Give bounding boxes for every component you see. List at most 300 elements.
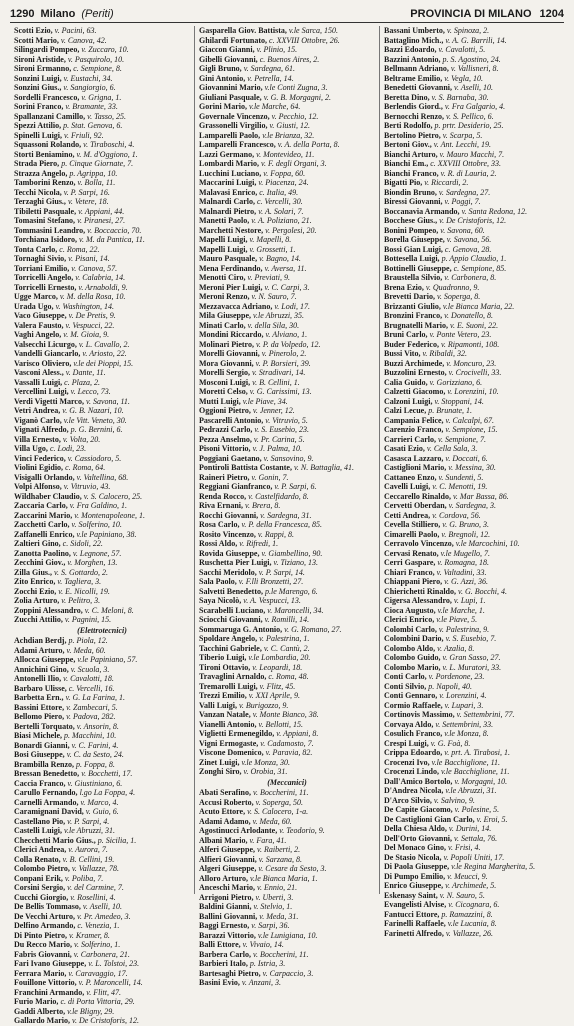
directory-entry: [199, 178, 375, 188]
entry-address: v. Guio, 6.: [85, 807, 119, 816]
entry-name: Tiberio Luigi,: [199, 653, 247, 662]
directory-entry: [14, 893, 190, 903]
entry-name: Vasconi Aless.,: [14, 368, 64, 377]
entry-name: Clerici Andrea,: [14, 845, 67, 854]
directory-entry: [384, 492, 560, 502]
directory-entry: [384, 910, 560, 920]
entry-address: v. Eroi, 5.: [476, 814, 508, 824]
entry-address: v. Cordova, 56.: [432, 510, 481, 520]
directory-entry: [14, 245, 190, 255]
entry-name: Pezza Anselmo,: [199, 434, 252, 444]
entry-name: Violini Egidio,: [14, 463, 64, 472]
entry-address: v. A. Solari, 7.: [258, 206, 304, 216]
entry-address: v. Lupi, 1.: [453, 596, 486, 605]
entry-address: p. G. Bernini, 6.: [70, 425, 123, 434]
directory-entry: [384, 720, 560, 730]
directory-entry: [384, 74, 560, 84]
directory-entry: [384, 235, 560, 245]
entry-address: v. Cavalotti, 18.: [63, 674, 114, 683]
entry-name: Mapelli Luigi,: [199, 244, 248, 254]
entry-address: v. Sardegna, 3.: [448, 501, 496, 510]
entry-address: p. Cinque Giornate, 7.: [61, 159, 134, 168]
entry-name: Mutti Luigi,: [199, 396, 241, 406]
directory-entry: [384, 625, 560, 635]
entry-name: Mauro Pasquale,: [199, 254, 258, 263]
directory-entry: [199, 159, 375, 169]
entry-address: v. Flitt, 47.: [86, 987, 121, 997]
directory-entry: [384, 558, 560, 568]
entry-name: Bianchi Em.,: [384, 159, 429, 168]
directory-entry: [199, 720, 375, 730]
entry-address: v. Cadamosto, 7.: [260, 738, 314, 748]
entry-name: Colombi Carlo,: [384, 624, 437, 634]
entry-name: Ferrara Mario,: [14, 968, 67, 978]
entry-name: Storti Beniamino,: [14, 149, 75, 159]
entry-name: Gallardo Mario,: [14, 1016, 70, 1025]
directory-entry: [199, 150, 375, 160]
entry-address: v. A. G. Barrili, 14.: [445, 35, 507, 45]
directory-entry: [14, 587, 190, 597]
entry-address: v. Messina, 30.: [448, 463, 496, 472]
entry-name: Tamborini Renzo,: [14, 178, 76, 187]
entry-name: Maccarini Luigi,: [199, 178, 257, 187]
entry-name: Sacchi Meridolo,: [199, 567, 257, 577]
entry-name: Colombo Guido,: [384, 653, 441, 662]
entry-name: Oggioni Pietro,: [199, 406, 251, 415]
directory-entry: [199, 874, 375, 884]
entry-address: v. G. Azzi, 36.: [444, 577, 489, 586]
entry-address: v. M. da Pantica, 11.: [78, 235, 145, 244]
entry-address: v. G. Romano, 27.: [284, 624, 342, 634]
entry-name: Chierichetti Rinaldo,: [384, 586, 456, 596]
entry-name: Achdian Berdj,: [14, 636, 67, 645]
entry-address: v. Sarpi, 36.: [251, 921, 290, 930]
directory-entry: [14, 378, 190, 388]
entry-name: Eskenasy Saint,: [384, 890, 438, 900]
directory-entry: [384, 729, 560, 739]
directory-entry: [199, 93, 375, 103]
entry-name: Farinelli Raffaele,: [384, 919, 446, 928]
entry-name: Boccanavia Armando,: [384, 206, 460, 216]
entry-name: Bernocchi Renzo,: [384, 111, 444, 121]
entry-address: v. Archimede, 5.: [445, 881, 497, 890]
directory-entry: [14, 883, 190, 893]
entry-address: v. Cella Sala, 3.: [426, 444, 478, 453]
directory-entry: [384, 881, 560, 891]
directory-entry: [14, 817, 190, 827]
directory-entry: [384, 93, 560, 103]
entry-name: Alfieri Giovanni,: [199, 854, 257, 864]
entry-address: v. Tasso, 25.: [87, 111, 127, 121]
entry-name: Salvetti Benedetto,: [199, 586, 263, 596]
directory-entry: [384, 435, 560, 445]
directory-entry: [199, 207, 375, 217]
entry-name: Brambilla Renzo,: [14, 759, 74, 769]
entry-name: Carullo Fernando,: [14, 788, 78, 797]
entry-name: Barbera Carlo,: [199, 949, 251, 959]
directory-entry: [14, 36, 190, 46]
entry-address: v. Rosellini, 4.: [70, 892, 116, 902]
city-title: Milano: [40, 8, 76, 20]
entry-address: v. Pasquirolo, 10.: [67, 54, 125, 64]
directory-entry: [14, 435, 190, 445]
entry-address: v. Morgagni, 10.: [454, 776, 508, 786]
entry-address: v. Previati, 9.: [247, 273, 290, 282]
directory-entry: [14, 760, 190, 770]
directory-entry: [384, 511, 560, 521]
entry-name: Berlendis Giord.,: [384, 102, 443, 111]
entry-address: v. N. Battaglia, 41.: [293, 463, 355, 472]
entry-address: v. N. Sauro, 7.: [251, 292, 297, 301]
entry-address: c. Plaza, 2.: [64, 377, 100, 387]
entry-name: Raineri Pietro,: [199, 472, 250, 482]
entry-address: v. P. della Francesca, 85.: [241, 520, 323, 529]
entry-address: c. Sidoli, 22.: [62, 539, 103, 548]
directory-entry: [14, 577, 190, 587]
entry-name: Tommasini Leandro,: [14, 225, 86, 235]
entry-address: v.le Marcochini, 10.: [455, 539, 520, 548]
header-left: [10, 8, 114, 20]
directory-entry: [14, 492, 190, 502]
entry-address: v. Popoli Uniti, 17.: [443, 852, 505, 862]
entry-name: Bonini Pompeo,: [384, 225, 439, 235]
entry-name: Giaccon Gianni,: [199, 45, 255, 54]
directory-entry: [14, 406, 190, 416]
entry-name: Casati Ezio,: [384, 444, 425, 453]
entry-address: v. Pr. Amedeo, 3.: [76, 911, 131, 921]
entry-name: Adami Arturo,: [14, 645, 65, 655]
entry-address: v. Settembrini, 77.: [456, 710, 515, 719]
directory-entry: [199, 83, 375, 93]
entry-name: Trezzi Emilio,: [199, 691, 247, 700]
entry-name: Bartesaghi Pietro,: [199, 968, 261, 978]
entry-address: v. C. Menotti, 19.: [432, 482, 488, 491]
directory-entry: [14, 836, 190, 846]
directory-entry: [384, 26, 560, 36]
entry-name: Urada Ugo,: [14, 301, 54, 311]
entry-address: c. Venezia, 1.: [77, 921, 120, 930]
directory-entry: [14, 788, 190, 798]
entry-name: Colombini Dario,: [384, 634, 444, 643]
entry-address: v. Arnaboldi, 9.: [78, 282, 128, 292]
entry-address: v. Foppa, 60.: [263, 168, 306, 178]
entry-address: v. Lecco, 73.: [70, 387, 111, 396]
entry-name: Zaffanelli Enrico,: [14, 529, 75, 539]
entry-name: Zaltieri Gino,: [14, 539, 61, 548]
directory-entry: [384, 264, 560, 274]
section-heading: (Elettrotecnici): [77, 625, 127, 635]
entry-address: v. Moncuro, 23.: [446, 358, 497, 368]
entry-name: Malnardi Carlo,: [199, 197, 255, 206]
entry-address: v. Giambellino, 90.: [261, 548, 323, 558]
directory-entry: [199, 653, 375, 663]
entry-name: Delfino Armando,: [14, 921, 76, 930]
entry-name: Zacchetti Carlo,: [14, 520, 70, 529]
entry-name: Beretta Dino,: [384, 92, 430, 102]
header-right: [410, 8, 564, 20]
entry-name: Cosulich Franco,: [384, 729, 443, 738]
entry-address: v. Meucci, 9.: [447, 871, 488, 881]
entry-address: v. Calabria, 14.: [75, 273, 126, 282]
directory-entry: [384, 292, 560, 302]
directory-entry: [14, 969, 190, 979]
entry-name: Alloro Arturo,: [199, 873, 249, 883]
directory-entry: [14, 368, 190, 378]
entry-name: D'Arco Silvio,: [384, 795, 432, 805]
entry-name: Franchini Armando,: [14, 987, 85, 997]
entry-name: Abati Serafino,: [199, 788, 251, 797]
entry-address: p. Brunate, 1.: [428, 406, 472, 415]
entry-name: Castellano Pio,: [14, 816, 66, 826]
directory-entry: [199, 416, 375, 426]
entry-address: v. A. Vespucci, 13.: [243, 596, 301, 605]
entry-address: v. Tiziano, 13.: [273, 558, 319, 567]
directory-entry: [384, 577, 560, 587]
entry-name: Tibiletti Pasquale,: [14, 206, 77, 216]
entry-name: Mondini Riccardo,: [199, 330, 264, 339]
entry-address: v. Anzani, 3.: [241, 978, 281, 987]
entry-name: Zaccaria Carlo,: [14, 501, 68, 510]
entry-name: Bianchi Franco,: [384, 168, 439, 178]
entry-name: Morelli Giovanni,: [199, 349, 260, 358]
entry-address: v. Mauro Macchi, 7.: [439, 149, 505, 159]
directory-entry: [14, 473, 190, 483]
entry-name: Bronzini Franco,: [384, 311, 443, 320]
entry-name: Sala Paolo,: [199, 577, 237, 586]
entry-name: Spoldare Angelo,: [199, 634, 258, 643]
directory-entry: [384, 36, 560, 46]
entry-address: v. Aurora, 7.: [68, 845, 108, 854]
directory-entry: [199, 672, 375, 682]
directory-entry: [384, 197, 560, 207]
entry-name: Gibelli Giovanni,: [199, 54, 258, 64]
directory-entry: [199, 893, 375, 903]
entry-name: Buzzolini Ernesto,: [384, 368, 447, 377]
entry-address: v. Sardegna, 31.: [260, 510, 312, 520]
entry-address: v. Bramante, 33.: [65, 102, 118, 111]
directory-entry: [14, 131, 190, 141]
entry-address: v. E. Suoni, 22.: [450, 320, 499, 330]
entry-address: v.le Abruzzi, 31.: [64, 826, 116, 835]
entry-address: v. J. Palma, 10.: [252, 444, 302, 453]
directory-entry: [384, 169, 560, 179]
entry-address: v.le Lunigiana, 10.: [257, 930, 318, 940]
directory-entry: [14, 978, 190, 988]
directory-entry: [199, 615, 375, 625]
directory-entry: [14, 712, 190, 722]
entry-name: Visigalli Orlando,: [14, 472, 75, 482]
entry-address: v. Fra Galdino, 1.: [69, 501, 127, 510]
entry-name: Corsini Sergio,: [14, 883, 66, 892]
entry-name: Basini Evio,: [199, 978, 240, 987]
entry-address: v. Pecchio, 12.: [271, 111, 319, 121]
directory-entry: [384, 891, 560, 901]
entry-name: Cerravolo Vincenzo,: [384, 539, 454, 548]
entry-name: Di Paola Giuseppe,: [384, 862, 450, 871]
directory-entry: [384, 682, 560, 692]
entry-name: Cucchi Giorgio,: [14, 892, 69, 902]
directory-entry: [384, 900, 560, 910]
entry-name: Sciocchi Giovanni,: [199, 615, 263, 624]
entry-name: Calia Guido,: [384, 377, 428, 387]
directory-entry: [14, 769, 190, 779]
directory-entry: [14, 845, 190, 855]
entry-name: Carrieri Carlo,: [384, 434, 436, 444]
entry-name: Lazzi Germano,: [199, 149, 255, 159]
directory-entry: [14, 283, 190, 293]
directory-entry: [199, 568, 375, 578]
directory-entry: [384, 834, 560, 844]
entry-address: v. Stoppani, 14.: [434, 396, 484, 406]
directory-entry: [14, 482, 190, 492]
directory-entry: [384, 359, 560, 369]
entry-name: Malavasi Enrico,: [199, 187, 258, 197]
entry-name: Poggiani Gaetano,: [199, 453, 262, 463]
entry-address: v. Bocchetti, 17.: [81, 769, 133, 778]
directory-entry: [199, 710, 375, 720]
directory-entry: [14, 874, 190, 884]
directory-entry: [199, 798, 375, 808]
entry-name: Vianelli Antonio,: [199, 719, 257, 729]
entry-address: v. Piacenza, 24.: [258, 178, 309, 187]
entry-address: c. Italia, 49.: [259, 187, 299, 197]
entry-name: Rovida Giuseppe,: [199, 548, 260, 558]
entry-address: v. B. Cellini, 1.: [252, 377, 300, 387]
entry-name: Tomasini Stefano,: [14, 216, 76, 225]
directory-entry: [14, 292, 190, 302]
entry-name: Cervetti Oberdan,: [384, 501, 447, 510]
entry-address: v. Canova, 42.: [60, 35, 107, 45]
entry-name: Zoppini Alessandro,: [14, 605, 83, 615]
entry-name: Molinari Pietro,: [199, 339, 254, 349]
entry-address: v. Washington, 14.: [55, 301, 115, 311]
directory-entry: [14, 178, 190, 188]
entry-address: v. C. Carpi, 3.: [264, 282, 310, 292]
directory-entry: [384, 397, 560, 407]
entry-address: v. M. d'Oggiono, 1.: [76, 149, 138, 159]
entry-name: Verdi Vigetti Marco,: [14, 396, 84, 406]
directory-entry: [384, 226, 560, 236]
entry-address: v. G. B. Nazari, 10.: [62, 406, 124, 415]
entry-address: v. Mapelli, 8.: [249, 235, 292, 244]
entry-address: v. Doccati, 6.: [445, 453, 488, 463]
entry-address: v.le Abruzzi, 35.: [253, 311, 305, 320]
entry-name: Pontiroli Battista Costante,: [199, 463, 292, 472]
directory-entry: [14, 807, 190, 817]
entry-name: Brizzanti Giulio,: [384, 301, 441, 311]
entry-address: v. Orobia, 31.: [243, 767, 288, 776]
entry-address: v. Savona, 56.: [446, 235, 492, 244]
entry-name: Saya Nicolò,: [199, 596, 242, 605]
entry-address: v. della Sila, 30.: [247, 320, 300, 330]
directory-entry: [14, 693, 190, 703]
directory-entry: [14, 216, 190, 226]
entry-address: v. Ansorin, 8.: [76, 721, 119, 731]
entry-address: c. Buenos Aires, 2.: [259, 54, 320, 64]
directory-entry: [384, 530, 560, 540]
entry-name: Caccia Franco,: [14, 778, 66, 788]
directory-entry: [384, 777, 560, 787]
entry-name: Giovannini Mario,: [199, 83, 263, 92]
directory-entry: [384, 416, 560, 426]
directory-entry: [14, 397, 190, 407]
entry-address: v. Pergolesi, 20.: [265, 225, 317, 235]
entry-address: v. Soperga, 8.: [436, 292, 481, 301]
entry-name: Di Pumpo Emilio,: [384, 871, 446, 881]
entry-address: v. Appiani, 8.: [276, 729, 319, 738]
directory-entry: [14, 606, 190, 616]
entry-address: v. Maroncelli, 34.: [267, 605, 324, 615]
directory-entry: [384, 672, 560, 682]
directory-entry: [384, 55, 560, 65]
directory-entry: [14, 463, 190, 473]
entry-address: v. Boccherini, 11.: [253, 788, 309, 797]
directory-column-2: [194, 26, 379, 987]
directory-entry: [14, 226, 190, 236]
directory-entry: [199, 969, 375, 979]
directory-entry: [384, 83, 560, 93]
entry-name: Lamparelli Paolo,: [199, 130, 261, 140]
directory-entry: [199, 188, 375, 198]
entry-name: Lamparelli Francesco,: [199, 140, 276, 149]
entry-name: Carnelli Armando,: [14, 797, 79, 807]
entry-name: Calzetti Giacomo,: [384, 387, 446, 396]
directory-entry: [199, 131, 375, 141]
entry-name: Conti Silvio,: [384, 681, 427, 691]
directory-entry: [199, 817, 375, 827]
entry-name: Cimarelli Paolo,: [384, 529, 440, 539]
entry-address: v. Uberti, 3.: [255, 892, 294, 902]
entry-name: Menotti Ciro,: [199, 273, 246, 282]
directory-entry: [199, 492, 375, 502]
entry-address: v. Soperga, 50.: [255, 797, 303, 807]
entry-address: v. L. Muratori, 33.: [442, 662, 502, 672]
entry-address: v. Tiraboschi, 4.: [83, 140, 135, 149]
entry-name: Valera Fausto,: [14, 320, 64, 330]
entry-name: Vercellini Luigi,: [14, 387, 69, 396]
entry-name: Viglietti Ermenegildo,: [199, 729, 275, 738]
directory-entry: [384, 140, 560, 150]
entry-name: Cigersa Alessandro,: [384, 596, 452, 605]
directory-entry: [384, 805, 560, 815]
entry-address: v. S. Eusebio, 7.: [445, 634, 497, 643]
directory-entry: [384, 340, 560, 350]
entry-address: v. G. B. Morgagni, 2.: [263, 92, 332, 102]
entry-address: v. Vivaio, 14.: [242, 940, 284, 949]
entry-name: Cavelli Luigi,: [384, 482, 431, 491]
entry-name: Vigni Ermogaste,: [199, 738, 259, 748]
entry-name: Bressan Benedetto,: [14, 769, 80, 778]
entry-address: v. Sardegna, 61.: [243, 64, 296, 73]
directory-entry: [199, 596, 375, 606]
entry-address: v. C. da Sesto, 24.: [66, 750, 124, 759]
directory-entry: [14, 997, 190, 1007]
entry-address: v.le Bianca Maria, 22.: [442, 301, 515, 311]
entry-name: Terzaghi Gius.,: [14, 197, 66, 206]
entry-address: v.le Bacchiglione, 11.: [431, 757, 500, 767]
directory-entry: [384, 150, 560, 160]
entry-address: v. Bregnoli, 12.: [441, 529, 491, 539]
entry-name: Castelli Luigi,: [14, 826, 63, 835]
directory-entry: [199, 359, 375, 369]
entry-address: v. S. Calocero, 25.: [83, 491, 143, 501]
entry-name: Algeri Giuseppe,: [199, 864, 257, 873]
entry-name: Furio Mario,: [14, 997, 59, 1006]
entry-address: p. Napoli, 40.: [428, 681, 473, 691]
directory-entry: [14, 93, 190, 103]
directory-entry: [199, 197, 375, 207]
entry-address: v. Ennio, 21.: [257, 883, 298, 892]
